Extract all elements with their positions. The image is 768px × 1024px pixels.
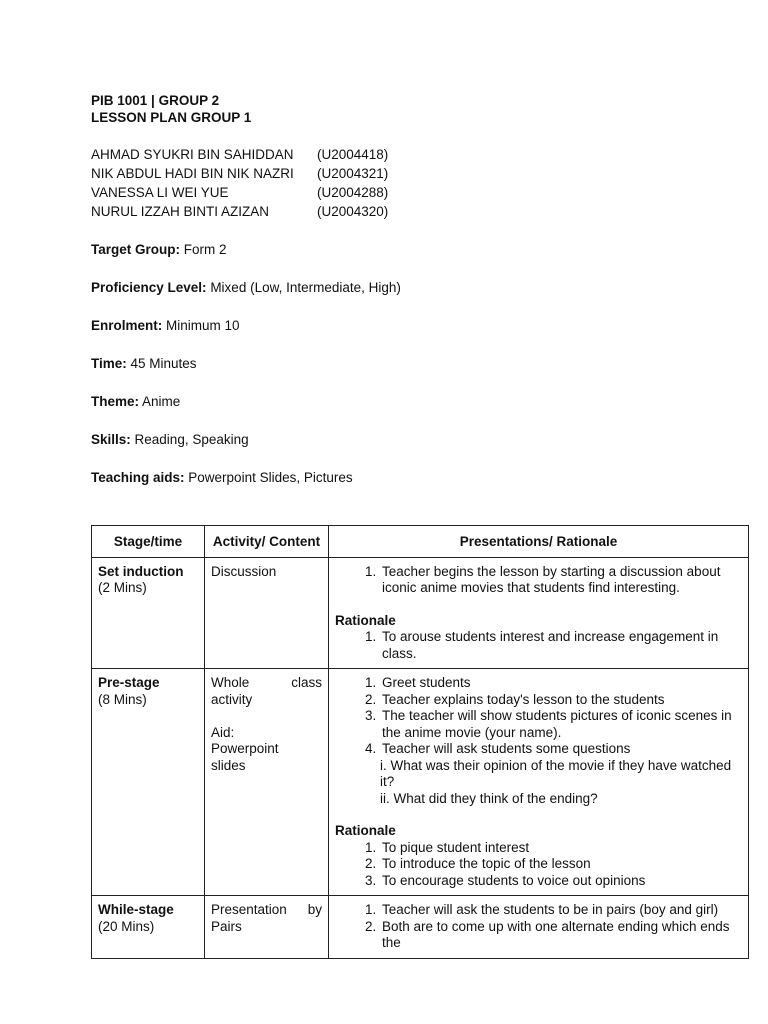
procedure-list <box>335 564 742 597</box>
table-header-row <box>92 526 749 558</box>
course-title: PIB 1001 | GROUP 2 <box>91 93 220 108</box>
group-members <box>91 145 751 221</box>
procedure-list <box>335 902 742 952</box>
field-label: Enrolment: <box>91 318 163 333</box>
stage-name: Set induction <box>98 563 184 579</box>
list-item: 3. To encourage students to voice out opinions <box>380 873 742 890</box>
list-item: 1. To pique student interest <box>380 840 742 857</box>
list-item: 4. Teacher will ask students some questions <box>380 741 742 758</box>
activity-cell <box>205 669 329 896</box>
rationale-heading: Rationale <box>335 823 396 838</box>
field-label: Skills: <box>91 432 131 447</box>
list-item: 1. Teacher will ask the students to be in pairs (boy and girl) <box>380 902 742 919</box>
activity-text: Discussion <box>211 563 277 579</box>
activity-text: activity <box>211 691 253 707</box>
sub-question: ii. What did they think of the ending? <box>380 790 598 806</box>
member-name: AHMAD SYUKRI BIN SAHIDDAN <box>91 147 294 162</box>
list-item: 3. The teacher will show students pictures of iconic scenes in the anime movie (your name). <box>380 708 742 741</box>
rationale-heading: Rationale <box>335 612 396 628</box>
activity-text: Pairs <box>211 918 242 934</box>
table-row <box>92 669 749 896</box>
procedure-list <box>335 675 742 758</box>
enrolment-field <box>91 316 751 335</box>
member-id: (U2004418) <box>317 147 389 162</box>
list-item: 2. To introduce the topic of the lesson <box>380 856 742 873</box>
table-row <box>92 557 749 669</box>
stage-name: While-stage <box>98 902 174 917</box>
field-value: Form 2 <box>180 242 227 257</box>
member-row <box>91 183 751 202</box>
field-value: Mixed (Low, Intermediate, High) <box>206 280 401 295</box>
aid-text: Powerpoint <box>211 741 279 756</box>
spacer <box>211 708 322 725</box>
lesson-plan-table <box>91 525 749 959</box>
header-presentations-rationale: Presentations/ Rationale <box>329 526 749 558</box>
field-value: Anime <box>139 394 181 409</box>
aid-label: Aid: <box>211 724 235 740</box>
stage-cell <box>92 557 205 669</box>
presentation-cell <box>329 896 749 959</box>
header-stage-time: Stage/time <box>92 526 205 558</box>
list-item: 1. Greet students <box>380 675 742 692</box>
table-row <box>92 896 749 959</box>
stage-cell <box>92 896 205 959</box>
member-name: NURUL IZZAH BINTI AZIZAN <box>91 204 270 219</box>
stage-cell <box>92 669 205 896</box>
member-id: (U2004288) <box>317 185 389 200</box>
field-value: 45 Minutes <box>126 356 197 371</box>
stage-time: (2 Mins) <box>98 580 147 595</box>
activity-text: Whole class <box>211 675 322 690</box>
list-item: 1. To arouse students interest and increase engagement in class. <box>380 629 742 662</box>
skills-field <box>91 430 751 449</box>
stage-name: Pre-stage <box>98 675 160 690</box>
stage-time: (8 Mins) <box>98 691 147 707</box>
teaching-aids-field <box>91 468 751 487</box>
field-label: Time: <box>91 356 127 371</box>
activity-cell <box>205 896 329 959</box>
presentation-cell <box>329 557 749 669</box>
field-value: Reading, Speaking <box>130 432 249 447</box>
field-label: Target Group: <box>91 242 180 257</box>
member-name: NIK ABDUL HADI BIN NIK NAZRI <box>91 166 294 181</box>
list-item: 2. Teacher explains today's lesson to the students <box>380 692 742 709</box>
member-row <box>91 202 751 221</box>
field-value: Powerpoint Slides, Pictures <box>184 470 353 485</box>
member-id: (U2004320) <box>317 204 389 219</box>
proficiency-level-field <box>91 278 751 297</box>
target-group-field <box>91 240 751 259</box>
member-name: VANESSA LI WEI YUE <box>91 185 229 200</box>
document-page <box>91 92 751 487</box>
field-label: Theme: <box>91 394 140 409</box>
member-id: (U2004321) <box>317 166 389 181</box>
activity-text: Presentation by <box>211 902 322 917</box>
time-field <box>91 354 751 373</box>
aid-text: slides <box>211 757 246 773</box>
member-row <box>91 164 751 183</box>
list-item: 1. Teacher begins the lesson by starting a discussion about iconic anime movies that students find interesting. <box>380 564 742 597</box>
presentation-cell <box>329 669 749 896</box>
list-item: 2. Both are to come up with one alternate ending which ends the <box>380 919 742 952</box>
field-label: Proficiency Level: <box>91 280 207 295</box>
sub-question: i. What was their opinion of the movie if they have watched it? <box>380 757 732 789</box>
rationale-list <box>335 840 742 890</box>
document-title: LESSON PLAN GROUP 1 <box>91 110 252 125</box>
stage-time: (20 Mins) <box>98 918 155 934</box>
field-label: Teaching aids: <box>91 470 185 485</box>
field-value: Minimum 10 <box>162 318 240 333</box>
theme-field <box>91 392 751 411</box>
member-row <box>91 145 751 164</box>
header-activity-content: Activity/ Content <box>205 526 329 558</box>
rationale-list <box>335 629 742 662</box>
activity-cell <box>205 557 329 669</box>
